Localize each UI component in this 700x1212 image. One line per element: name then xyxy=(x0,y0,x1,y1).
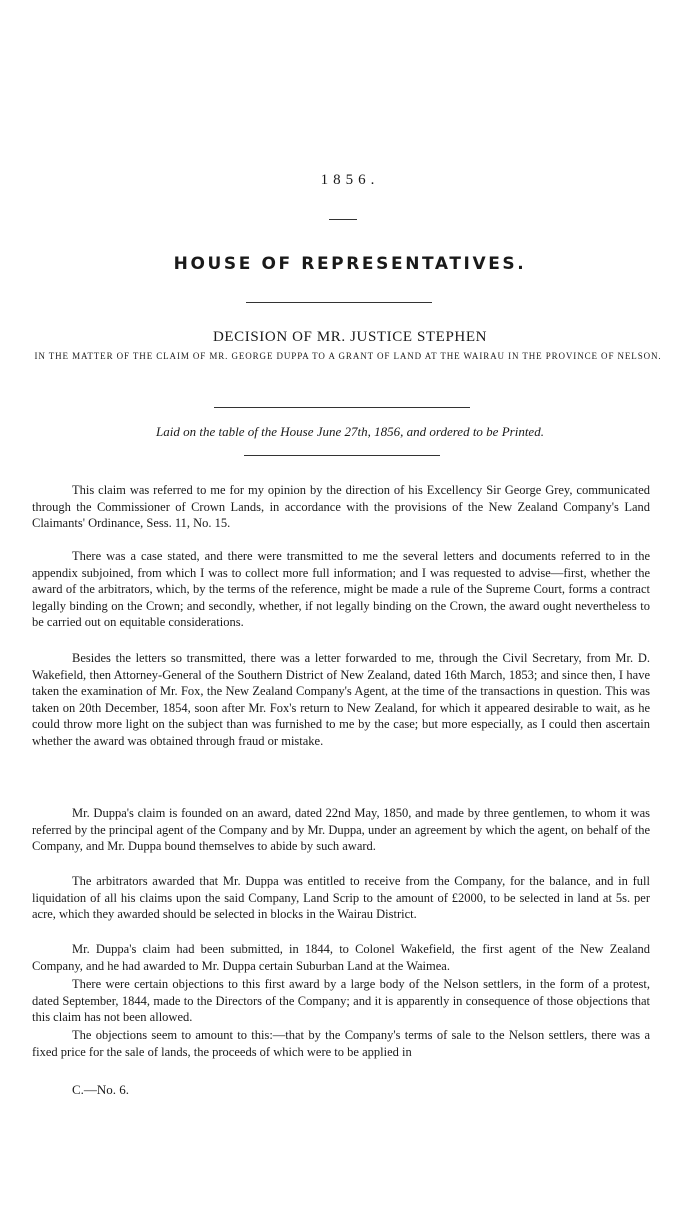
document-title: DECISION OF MR. JUSTICE STEPHEN xyxy=(212,329,488,345)
laid-on-table-note: Laid on the table of the House June 27th, 1856, and ordered to be Printed. xyxy=(156,424,544,439)
divider-rule xyxy=(244,455,440,456)
document-code: C.—No. 6. xyxy=(72,1082,130,1097)
body-paragraph: The objections seem to amount to this:—that by the Company's terms of sale to the Nelson settlers, there was a fixed price for the sale of lands, the proceeds of which were to be applied in xyxy=(32,1028,650,1059)
divider-rule xyxy=(246,302,432,303)
body-paragraph: There were certain objections to this first award by a large body of the Nelson settlers, in the form of a protest, dated September, 1844, made to the Directors of the Company; and it is apparently in consequence of those objections that this claim has not been allowed. xyxy=(32,977,650,1025)
document-subtitle: IN THE MATTER OF THE CLAIM OF MR. GEORGE DUPPA TO A GRANT OF LAND AT THE WAIRAU IN THE PROVINCE OF NELSON. xyxy=(34,351,662,361)
session-year: 1856. xyxy=(320,172,380,188)
body-paragraph: The arbitrators awarded that Mr. Duppa was entitled to receive from the Company, for the balance, and in full liquidation of all his claims upon the said Company, Land Scrip to the amount of £2000, to be selected in land at 5s. per acre, which they awarded should be selected in blocks in the Wairau District. xyxy=(32,874,650,922)
body-paragraph: Mr. Duppa's claim is founded on an award, dated 22nd May, 1850, and made by three gentlemen, to whom it was referred by the principal agent of the Company and by Mr. Duppa, under an agreement by which the agent, on behalf of the Company, and Mr. Duppa bound themselves to abide by such award. xyxy=(32,806,650,854)
house-heading: HOUSE OF REPRESENTATIVES. xyxy=(173,254,527,274)
body-paragraph: Besides the letters so transmitted, there was a letter forwarded to me, through the Civil Secretary, from Mr. D. Wakefield, then Attorney-General of the Southern District of New Zealand, dated 16th March, 1853; and since then, I have taken the examination of Mr. Fox, the New Zealand Company's Agent, at the time of the transactions in question. This was taken on 20th December, 1854, soon after Mr. Fox's return to New Zealand, for which it appeared desirable to wait, as he could throw more light on the subject than was furnished to me by the case; but more especially, as I could then ascertain whether the award was obtained through fraud or mistake. xyxy=(32,651,650,748)
short-rule xyxy=(329,219,357,220)
divider-rule xyxy=(214,407,470,408)
body-paragraph: Mr. Duppa's claim had been submitted, in 1844, to Colonel Wakefield, the first agent of the New Zealand Company, and he had awarded to Mr. Duppa certain Suburban Land at the Waimea. xyxy=(32,942,650,973)
body-paragraph: This claim was referred to me for my opinion by the direction of his Excellency Sir George Grey, communicated through the Commissioner of Crown Lands, in accordance with the provisions of the New Zealand Company's Land Claimants' Ordinance, Sess. 11, No. 15. xyxy=(32,483,650,531)
body-paragraph: There was a case stated, and there were transmitted to me the several letters and documents referred to in the appendix subjoined, from which I was to collect more full information; and I was requested to advise—first, whether the award of the arbitrators, which, by the terms of the reference, might be made a rule of the Supreme Court, forms a contract legally binding on the Crown; and secondly, whether, if not legally binding on the Crown, the award ought nevertheless to be carried out on equitable considerations. xyxy=(32,549,650,630)
